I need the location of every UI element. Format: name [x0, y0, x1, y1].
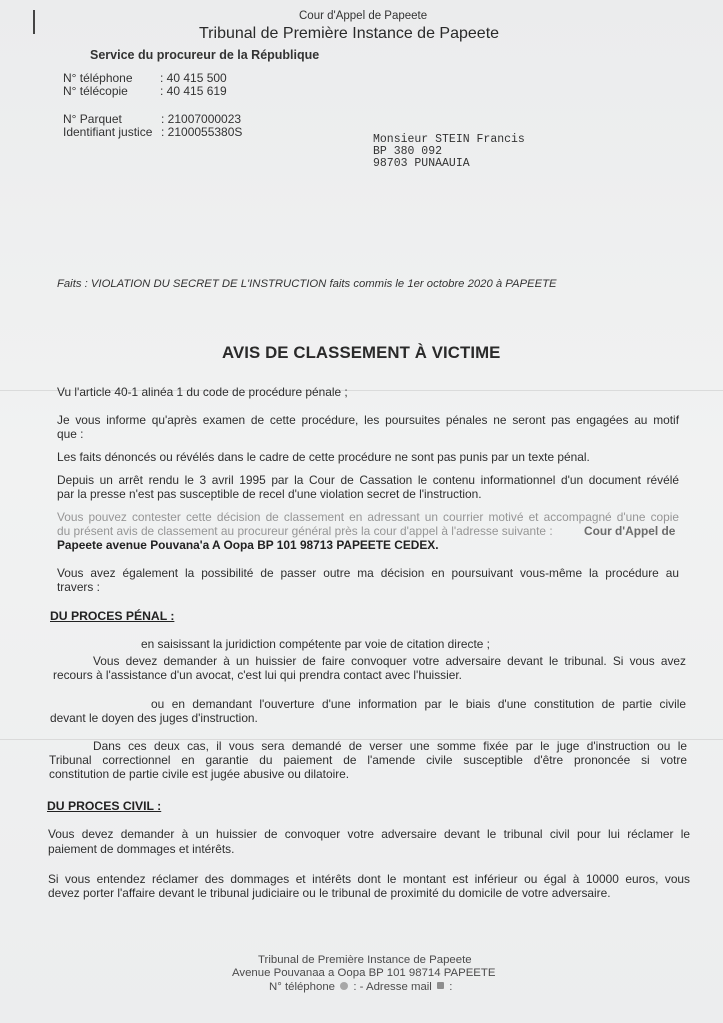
court-header-line-2: Tribunal de Première Instance de Papeete [199, 25, 500, 42]
penal-procedure-line-1: en saisissant la juridiction compétente par voie de citation directe ; [141, 637, 490, 651]
alternative-action-paragraph-line-2: travers : [57, 580, 100, 594]
civil-procedure-heading: DU PROCES CIVIL : [47, 799, 162, 813]
civil-procedure-line-1: Vous devez demander à un huissier de convoquer votre adversaire devant le tribunal civil pour lui réclamer le [48, 827, 690, 841]
parquet-label: N° Parquet [63, 112, 122, 126]
court-ruling-paragraph-line-1: Depuis un arrêt rendu le 3 avril 1995 par la Cour de Cassation le contenu informationnel d'un document révélé [57, 473, 679, 487]
penal-procedure-line-7: Tribunal correctionnel en garantie du paiement de l'amende civile susceptible d'être prononcée si votre [49, 753, 687, 767]
addressee-line-city: 98703 PUNAAUIA [373, 157, 470, 170]
penal-procedure-line-8: constitution de partie civile est jugée abusive ou dilatoire. [49, 767, 350, 781]
footer-email-separator: : [449, 981, 453, 993]
justice-id-value: : 2100055380S [161, 125, 243, 139]
decision-paragraph-line-2: que : [57, 427, 84, 441]
fax-row [63, 84, 248, 98]
parquet-value: : 21007000023 [161, 112, 242, 126]
phone-icon [340, 982, 348, 990]
telephone-label: N° téléphone [63, 71, 133, 85]
footer-contact-line [269, 981, 452, 993]
appeal-paragraph-line-2-faded: du présent avis de classement au procureur général près la cour d'appel à l'adresse suivante : [57, 524, 553, 538]
scan-edge-mark [33, 10, 35, 34]
penal-procedure-line-2: Vous devez demander à un huissier de faire convoquer votre adversaire devant le tribunal. Si vous avez [93, 654, 686, 668]
telephone-row [63, 71, 248, 85]
penal-procedure-heading: DU PROCES PÉNAL : [50, 609, 175, 623]
telephone-value: : 40 415 500 [160, 71, 227, 85]
facts-line: Faits : VIOLATION DU SECRET DE L'INSTRUCTION faits commis le 1er octobre 2020 à PAPEETE [57, 278, 557, 290]
prosecutor-service-label: Service du procureur de la République [90, 48, 320, 62]
alternative-action-paragraph-line-1: Vous avez également la possibilité de passer outre ma décision en poursuivant vous-même la procédure au [57, 566, 679, 580]
footer-court-address: Avenue Pouvanaa a Oopa BP 101 98714 PAPEETE [232, 967, 496, 979]
addressee-block [373, 134, 525, 170]
parquet-row [63, 112, 273, 126]
addressee-line-name: Monsieur STEIN Francis [373, 133, 525, 146]
notice-title: AVIS DE CLASSEMENT À VICTIME [222, 343, 501, 362]
email-icon [437, 982, 444, 989]
penal-procedure-line-6: Dans ces deux cas, il vous sera demandé de verser une somme fixée par le juge d'instruction ou le [93, 739, 687, 753]
footer-email-label: : - Adresse mail [353, 981, 432, 993]
footer-telephone-label: N° téléphone [269, 981, 335, 993]
decision-paragraph-line-1: Je vous informe qu'après examen de cette procédure, les poursuites pénales ne seront pas engagées au motif [57, 413, 679, 427]
court-ruling-paragraph-line-2: par la presse n'est pas susceptible de recel d'une violation secret de l'instruction. [57, 487, 482, 501]
penal-procedure-line-5: devant le doyen des juges d'instruction. [50, 711, 258, 725]
court-header-line-1: Cour d'Appel de Papeete [299, 10, 428, 22]
justice-id-label: Identifiant justice [63, 125, 153, 139]
reason-paragraph: Les faits dénoncés ou révélés dans le cadre de cette procédure ne sont pas punis par un texte pénal. [57, 450, 590, 464]
appeal-address: Papeete avenue Pouvana'a A Oopa BP 101 98713 PAPEETE CEDEX. [57, 538, 439, 552]
legal-reference-paragraph: Vu l'article 40-1 alinéa 1 du code de procédure pénale ; [57, 385, 348, 399]
appeal-paragraph-line-1: Vous pouvez contester cette décision de classement en adressant un courrier motivé et accompagné d'une copie [57, 510, 679, 524]
justice-id-row [63, 125, 283, 139]
civil-procedure-line-3: Si vous entendez réclamer des dommages et intérêts dont le montant est inférieur ou égal à 10000 euros, vous [48, 872, 690, 886]
civil-procedure-line-4: devez porter l'affaire devant le tribunal judiciaire ou le tribunal de proximité du domicile de votre adversaire. [48, 886, 611, 900]
fax-label: N° télécopie [63, 84, 128, 98]
appeal-paragraph-line-2-bold: Cour d'Appel de [584, 524, 676, 538]
footer-court-name: Tribunal de Première Instance de Papeete [258, 954, 472, 966]
penal-procedure-line-3: recours à l'assistance d'un avocat, c'est lui qui prendra contact avec l'huissier. [53, 668, 462, 682]
fax-value: : 40 415 619 [160, 84, 227, 98]
addressee-line-box: BP 380 092 [373, 145, 443, 158]
civil-procedure-line-2: paiement de dommages et intérêts. [48, 842, 235, 856]
penal-procedure-line-4: ou en demandant l'ouverture d'une information par le biais d'une constitution de partie civile [151, 697, 686, 711]
